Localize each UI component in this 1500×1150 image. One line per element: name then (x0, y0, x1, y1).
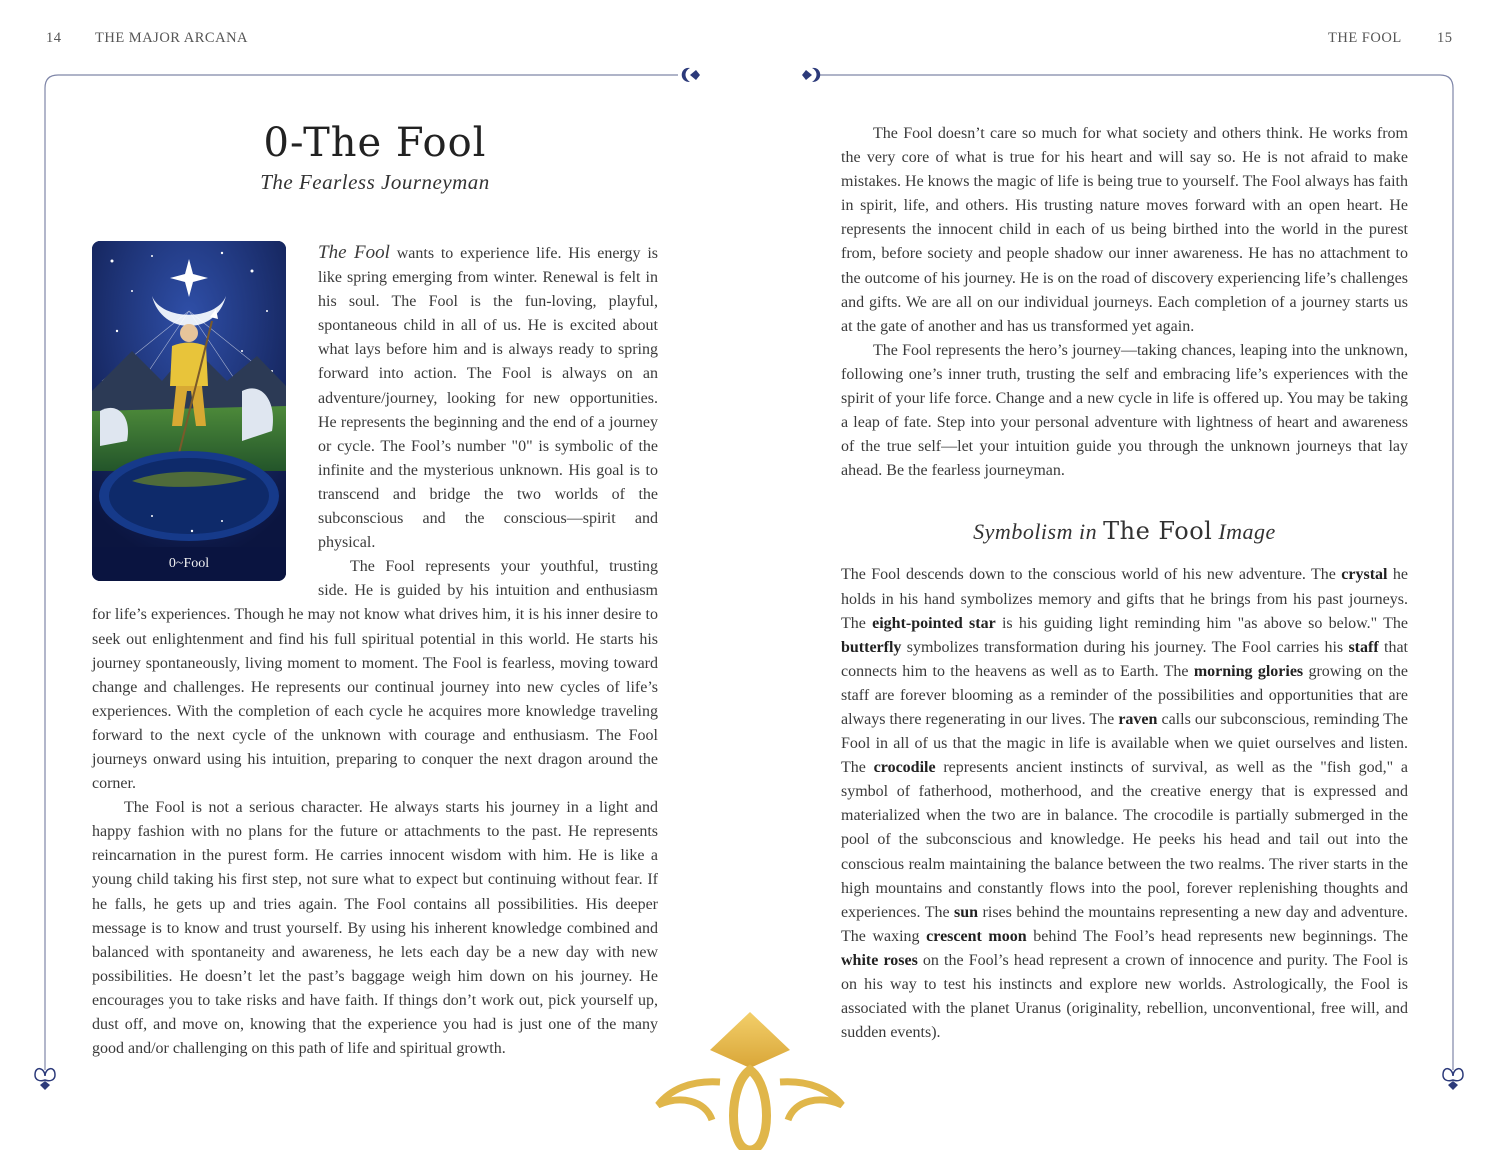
symbolism-paragraph (841, 563, 1408, 1045)
symbolism-text: behind The Fool’s head represents new beginnings. The (1026, 927, 1408, 945)
fool-card-illustration (92, 241, 286, 547)
left-paragraph-2: The Fool represents your youthful, trusting side. He is guided by his intuition and enthusiasm for life’s experiences. Though he may not know what drives him, it is his inner desire to seek out enlightenment and find his full spiritual potential in this world. He starts his journey spontaneously, living moment to moment. The Fool is fearless, moving toward change and challenges. He represents our continual journey into new cycles of life’s experiences. With the completion of each cycle he acquires more knowledge traveling forward to the next cycle of the unknown with courage and enthusiasm. The Fool journeys onward using his intuition, preparing to conquer the next dragon around the corner. (92, 558, 658, 793)
symbol-keyword: sun (954, 903, 979, 921)
symbol-keyword: raven (1118, 710, 1158, 728)
symbolism-text: represents ancient instincts of survival, as well as the "fish god," a symbol of fatherhood, motherhood, and the creative energy that is expressed and materialized when the two are in balance. The crocodile is partially submerged in the pool of the subconscious and knowledge. He peeks his head and tail out into the conscious realm maintaining the balance between the two realms. The river starts in the high mountains and constantly flows into the pool, forever replenishing thoughts and experiences. The (841, 759, 1409, 921)
symbolism-text: rises behind the mountains representing a new day and adventure. The waxing (841, 903, 1409, 945)
top-left-ornament-icon (682, 68, 700, 82)
chapter-subtitle: The Fearless Journeyman (260, 170, 490, 194)
section-heading-prefix: Symbolism in (973, 519, 1104, 545)
symbol-keyword: morning glories (1193, 662, 1304, 680)
right-running-title: THE FOOL (1328, 30, 1402, 46)
card-caption: 0~Fool (92, 547, 286, 581)
symbol-keyword: crystal (1341, 566, 1388, 584)
bottom-left-ornament-icon (35, 1069, 55, 1090)
symbol-keyword: crescent moon (926, 927, 1027, 945)
intro-lead: The Fool (318, 242, 390, 263)
left-paragraph-3: The Fool is not a serious character. He always starts his journey in a light and happy fashion with no plans for the future or attachments to the past. He represents reincarnation in the purest form. He carries innocent wisdom with him. He is like a young child taking his first step, not sure what to expect but continuing without fear. If he falls, he gets up and tries again. The Fool contains all possibilities. His deeper message is to know and trust yourself. By using his inherent knowledge combined and balanced with spontaneity and awareness, he lets each day be a new day with new possibilities. He doesn’t let the past’s baggage weigh him down on his journey. He encourages you to take risks and have faith. If things don’t work out, pick yourself up, dust off, and move on, knowing that the experience you had is just one of the many good and/or challenging on this path of life and spiritual growth. (92, 799, 658, 1058)
intro-text: wants to experience life. His energy is like spring emerging from winter. Renewal is felt in his soul. The Fool is the fun-loving, playful, spontaneous child in all of us. He is excited about what lays before him and is always ready to spring forward into action. The Fool is always on an adventure/journey, looking for new opportunities. He represents the beginning and the end of a journey or cycle. The Fool’s number "0" is symbolic of the infinite and the mysterious unknown. His goal is to transcend and bridge the two worlds of the subconscious and the conscious—spirit and physical. (318, 245, 659, 552)
top-right-ornament-icon (802, 68, 820, 82)
symbolism-text: that connects him to the heavens as well as to Earth. The (841, 638, 1408, 680)
right-page (841, 122, 1408, 1045)
symbolism-text: on the Fool’s head represent a crown of innocence and purity. The Fool is on his way to test his instincts and explore new worlds. Astrologically, the Fool is associated with the planet Uranus (originality, rebellion, unconventional, free will, and sudden events). (841, 951, 1408, 1042)
left-page (92, 110, 658, 1061)
symbol-keyword: eight-pointed star (872, 614, 996, 632)
symbolism-text: growing on the staff are forever blooming as a reminder of the possibilities and opportunities that are always there regenerating in our lives. The (841, 662, 1409, 728)
gold-fleur-ornament-icon (658, 1012, 842, 1150)
section-heading-suffix: Image (1212, 519, 1276, 545)
symbolism-text: is his guiding light reminding him "as above so below." The (995, 614, 1409, 632)
right-page-number: 15 (1437, 30, 1453, 46)
chapter-title-block (92, 120, 658, 195)
symbolism-text: calls our subconscious, reminding The Fool in all of us that the magic in life is available when we quiet ourselves and listen. The (841, 710, 1409, 777)
right-paragraph-1: The Fool doesn’t care so much for what society and others think. He works from the very core of what is true for his heart and will say so. He is not afraid to make mistakes. He knows the magic of life is being true to yourself. The Fool always has faith in spirit, life, and others. His trusting nature moves forward with an open heart. He represents the innocent child in each of us being birthed into the world in the purest from, before society and people shadow our inner awareness. He has no attachment to the outcome of his journey. He is on the road of discovery experiencing life’s challenges and gifts. We are all on our individual journeys. Each completion of a journey starts us at the gate of another and has us transformed yet again. (841, 125, 1408, 335)
tarot-card-image (92, 241, 286, 581)
section-heading (841, 517, 1408, 545)
left-page-number: 14 (46, 30, 62, 46)
symbol-keyword: butterfly (841, 638, 902, 656)
symbol-keyword: crocodile (873, 759, 936, 777)
right-paragraph-2: The Fool represents the hero’s journey—taking chances, leaping into the unknown, following one’s inner truth, trusting the self and embracing life’s experiences with the spirit of your life force. Change and a new cycle in life is offered up. You may be taking a leap of fate. Step into your personal adventure with lightness of heart and awareness of the true self—let your intuition guide you through the unknown journeys that lay ahead. Be the fearless journeyman. (841, 341, 1408, 480)
left-running-title: THE MAJOR ARCANA (95, 30, 249, 46)
bottom-right-ornament-icon (1443, 1069, 1463, 1090)
symbolism-text: he holds in his hand symbolizes memory and gifts that he brings from his past journeys. The (841, 566, 1408, 632)
symbol-keyword: staff (1348, 638, 1379, 656)
symbolism-text: The Fool descends down to the conscious world of his new adventure. The (841, 566, 1342, 584)
section-heading-title: The Fool (1103, 517, 1213, 546)
chapter-title: 0-The Fool (263, 120, 487, 166)
symbolism-text: symbolizes transformation during his journey. The Fool carries his (901, 638, 1349, 656)
symbol-keyword: white roses (841, 951, 918, 969)
